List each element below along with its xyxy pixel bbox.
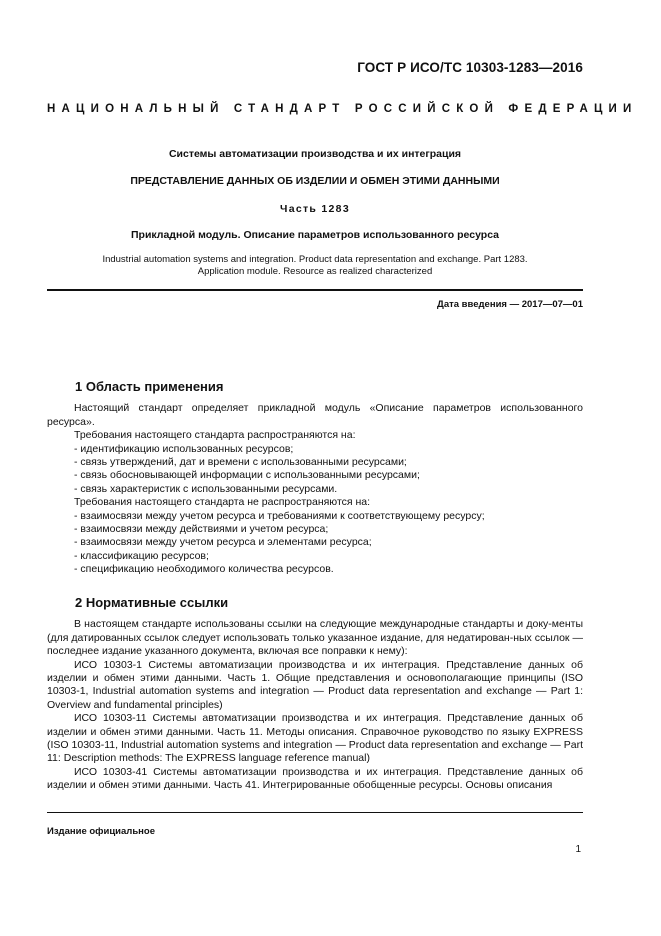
standard-id: ГОСТ Р ИСО/ТС 10303-1283—2016 (357, 60, 583, 75)
page-number: 1 (575, 844, 581, 855)
subtitle: Системы автоматизации производства и их интеграция (168, 148, 462, 160)
list-item: - взаимосвязи между действиями и учетом ресурса; (74, 523, 329, 536)
list-item: - классификацию ресурсов; (74, 549, 209, 562)
section-2 (47, 596, 583, 793)
paragraph: Требования настоящего стандарта не распространяются на: (74, 496, 371, 509)
introduction-date: Дата введения — 2017—07—01 (437, 299, 583, 310)
title-divider (47, 289, 583, 291)
list-item: - связь характеристик с использованными ресурсами. (74, 482, 338, 495)
edition-note: Издание официальное (47, 826, 155, 837)
paragraph: Требования настоящего стандарта распространяются на: (74, 429, 356, 442)
list-item: - взаимосвязи между учетом ресурса и требованиями к соответствующему ресурсу; (74, 509, 485, 522)
section-1 (47, 380, 583, 577)
english-title-line: Application module. Resource as realized characterized (197, 265, 433, 277)
section-2-heading: 2 Нормативные ссылки (75, 595, 229, 610)
english-title (47, 254, 583, 277)
list-item: - идентификацию использованных ресурсов; (74, 442, 294, 455)
paragraph: ИСО 10303-1 Системы автоматизации производства и их интеграция. Представление данных об изделии и обмен этими данными. Часть 1. Общие представления и основополагающие принципы (ISO 10303-1, Industrial automation systems and integration — Product data representation and exchange — Part 1: Overview and fundamental principles) (47, 658, 583, 711)
national-standard-title: НАЦИОНАЛЬНЫЙ СТАНДАРТ РОССИЙСКОЙ ФЕДЕРАЦИИ (47, 103, 638, 115)
list-item: - связь обосновывающей информации с использованными ресурсами; (74, 469, 420, 482)
section-1-heading: 1 Область применения (75, 379, 224, 394)
part-number: Часть 1283 (280, 203, 350, 215)
english-title-line: Industrial automation systems and integration. Product data representation and exchange. Part 1283. (102, 254, 528, 265)
paragraph: В настоящем стандарте использованы ссылки на следующие международные стандарты и доку-менты (для датированных ссылок следует использовать только указанное издание, для недатирован-ных ссылок — последнее издание указанного документа, включая все поправки к нему): (47, 618, 583, 658)
list-item: - спецификацию необходимого количества ресурсов. (74, 563, 334, 576)
paragraph: ИСО 10303-11 Системы автоматизации производства и их интеграция. Представление данных об изделии и обмен этими данными. Часть 11. Методы описания. Справочное руководство по языку EXPRESS (ISO 10303-11, Industrial automation systems and integration — Product data representation and exchange — Part 11: Description methods: The EXPRESS language reference manual) (47, 712, 583, 765)
module-title: Прикладной модуль. Описание параметров использованного ресурса (130, 229, 499, 241)
list-item: - взаимосвязи между учетом ресурса и элементами ресурса; (74, 536, 372, 549)
footer-divider (47, 812, 583, 813)
paragraph: Настоящий стандарт определяет прикладной модуль «Описание параметров использованного ресурса». (47, 402, 583, 428)
list-item: - связь утверждений, дат и времени с использованными ресурсами; (74, 456, 407, 469)
paragraph: ИСО 10303-41 Системы автоматизации производства и их интеграция. Представление данных об изделии и обмен этими данными. Часть 41. Интегрированные обобщенные ресурсы. Основы описания (47, 765, 583, 792)
main-title: ПРЕДСТАВЛЕНИЕ ДАННЫХ ОБ ИЗДЕЛИИ И ОБМЕН ЭТИМИ ДАННЫМИ (130, 175, 500, 187)
